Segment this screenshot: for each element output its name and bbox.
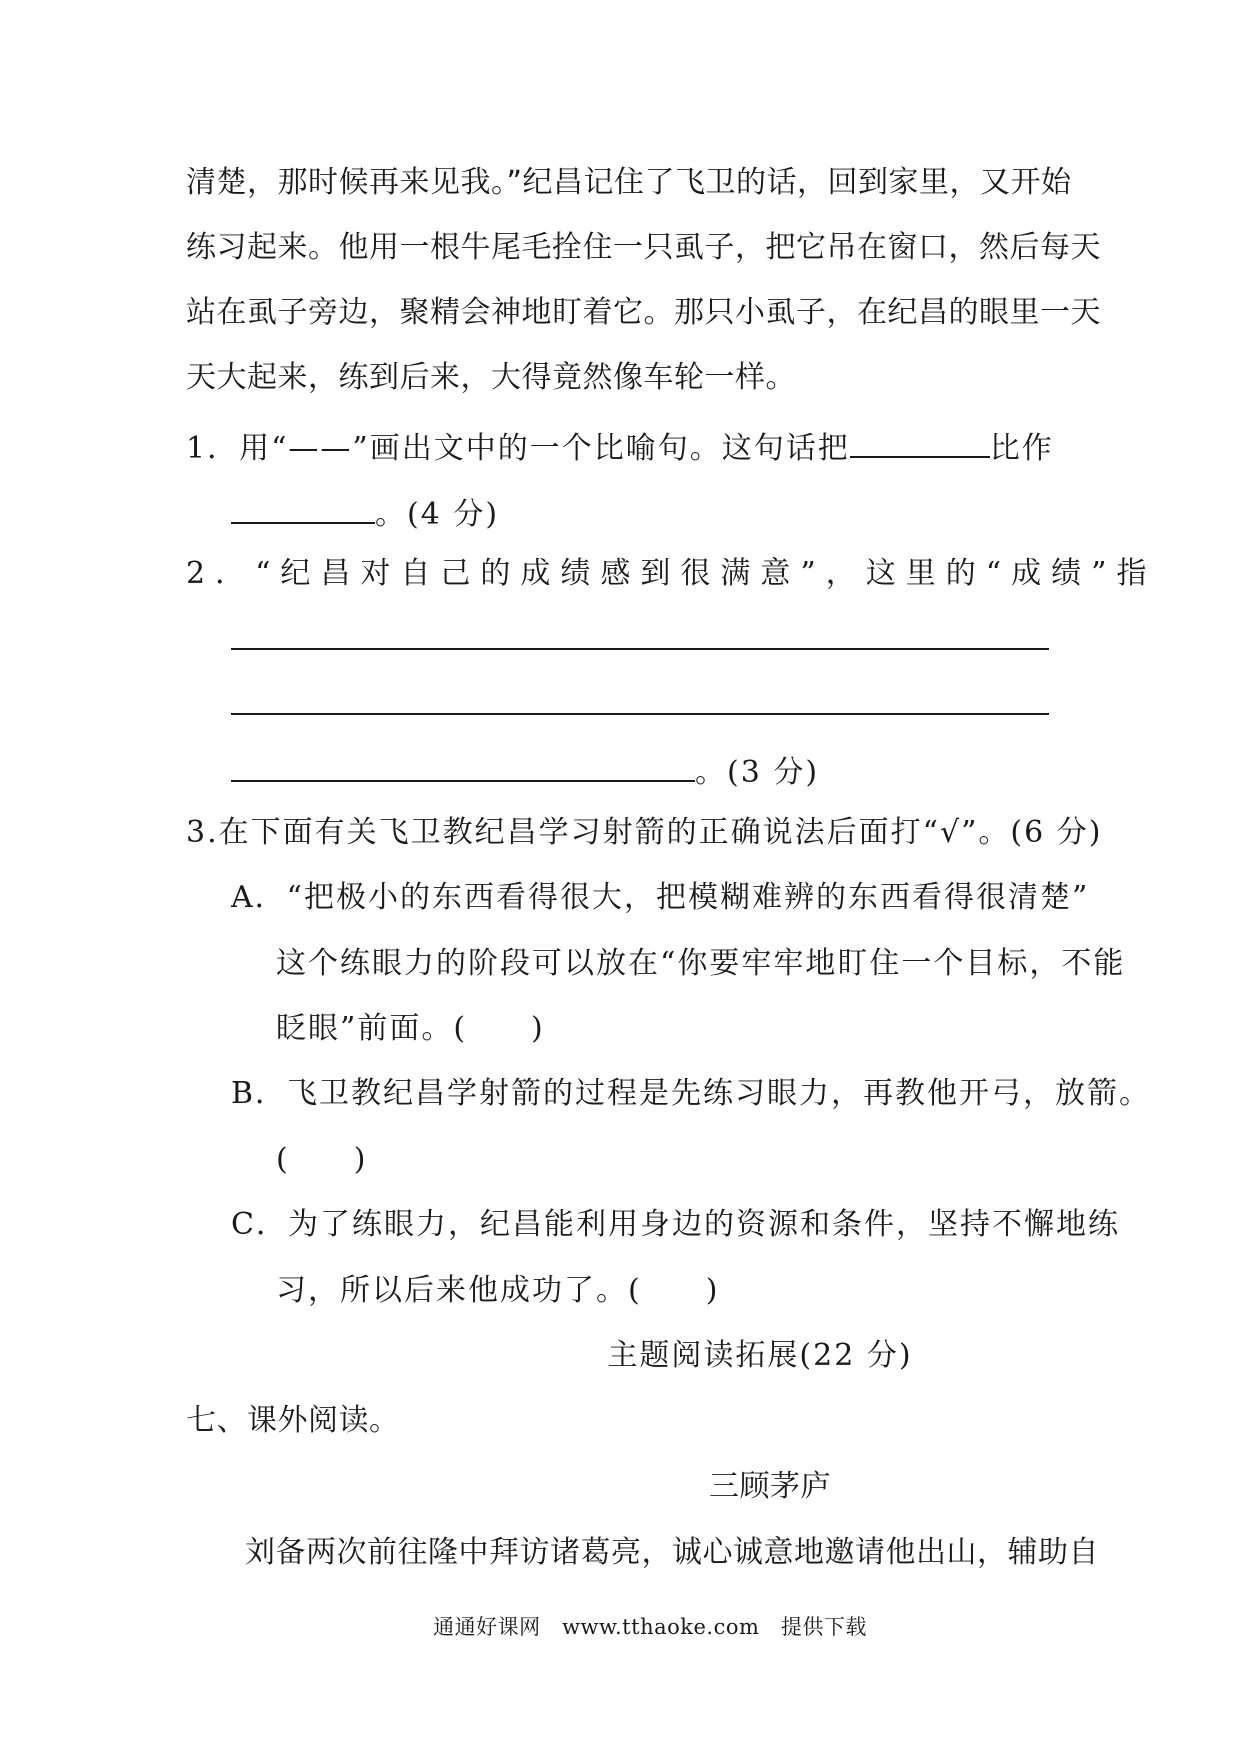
question-1-text-a: 用“——”画出文中的一个比喻句。这句话把 <box>239 431 850 466</box>
question-2-final-line <box>231 752 819 788</box>
question-1-blank-1[interactable] <box>850 428 990 458</box>
question-3 <box>186 815 1103 850</box>
question-2-answer-line-2[interactable] <box>231 713 1049 715</box>
question-2-number: 2． <box>186 556 256 591</box>
question-2-answer-line-1[interactable] <box>231 648 1049 650</box>
question-2-end: 。(3 分) <box>695 755 820 790</box>
section-heading: 主题阅读拓展(22 分) <box>607 1338 913 1373</box>
section-seven-label: 七、课外阅读。 <box>186 1403 400 1438</box>
option-c-line-2[interactable]: 习，所以后来他成功了。( ) <box>276 1273 720 1308</box>
question-1-number: 1． <box>186 431 240 466</box>
question-2 <box>186 556 1157 591</box>
question-1-end: 。(4 分) <box>375 497 500 532</box>
option-a-line-1: A．“把极小的东西看得很大，把模糊难辨的东西看得很清楚” <box>231 880 1090 915</box>
passage-line-2: 练习起来。他用一根牛尾毛拴住一只虱子，把它吊在窗口，然后每天 <box>186 230 1101 265</box>
option-c-line-1: C．为了练眼力，纪昌能利用身边的资源和条件，坚持不懈地练 <box>231 1207 1120 1242</box>
option-a-line-2: 这个练眼力的阶段可以放在“你要牢牢地盯住一个目标，不能 <box>276 946 1126 981</box>
passage-line-3: 站在虱子旁边，聚精会神地盯着它。那只小虱子，在纪昌的眼里一天 <box>186 295 1101 330</box>
passage-line-4: 天大起来，练到后来，大得竟然像车轮一样。 <box>186 360 796 395</box>
article-first-line: 刘备两次前往隆中拜访诸葛亮，诚心诚意地邀请他出山，辅助自 <box>245 1535 1099 1570</box>
question-2-answer-line-3[interactable] <box>231 752 695 782</box>
question-1-continued <box>231 494 499 530</box>
question-2-text: “纪昌对自己的成绩感到很满意”，这里的“成绩”指 <box>255 556 1157 591</box>
question-3-text: 在下面有关飞卫教纪昌学习射箭的正确说法后面打“√”。(6 分) <box>218 815 1103 850</box>
page-footer: 通通好课网 www.tthaoke.com 提供下载 <box>433 1615 867 1639</box>
question-1 <box>186 428 1054 464</box>
question-1-blank-2[interactable] <box>231 494 375 524</box>
option-b-line-1: B．飞卫教纪昌学射箭的过程是先练习眼力，再教他开弓，放箭。 <box>231 1076 1152 1111</box>
passage-line-1: 清楚，那时候再来见我。”纪昌记住了飞卫的话，回到家里，又开始 <box>186 165 1072 200</box>
option-a-line-3[interactable]: 眨眼”前面。( ) <box>276 1011 545 1046</box>
question-1-text-b: 比作 <box>989 431 1054 466</box>
article-title: 三顾茅庐 <box>709 1469 831 1504</box>
option-b-line-2[interactable]: ( ) <box>276 1142 368 1177</box>
question-3-number: 3. <box>186 815 219 850</box>
